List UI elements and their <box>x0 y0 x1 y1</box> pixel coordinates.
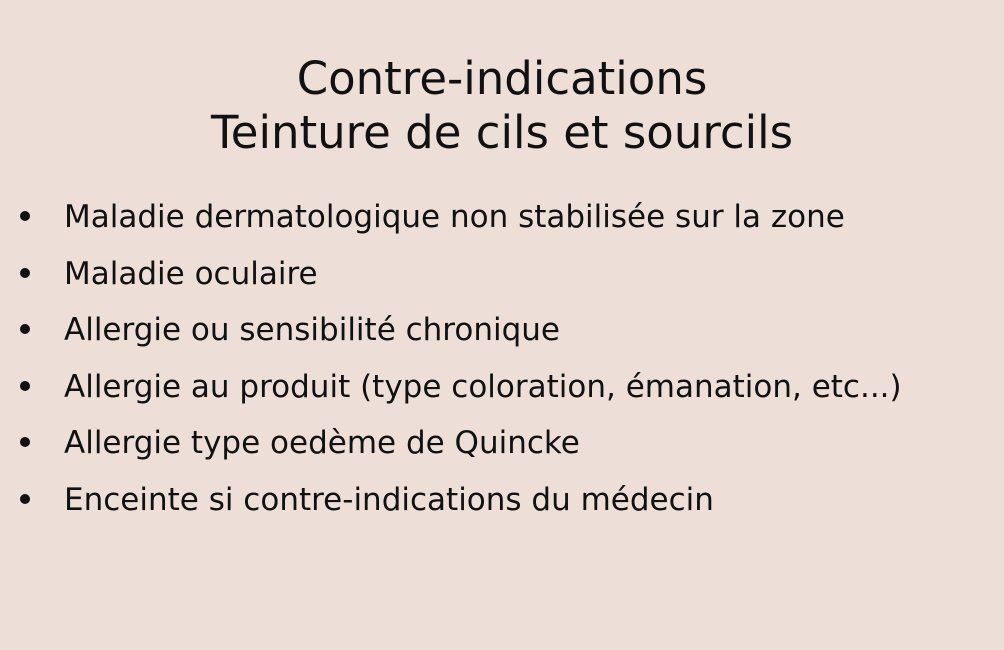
list-item-text: Allergie ou sensibilité chronique <box>64 312 560 348</box>
list-item <box>0 415 1004 472</box>
page-title <box>0 52 1004 160</box>
list-item <box>0 359 1004 416</box>
bullet-icon <box>20 494 30 504</box>
bullet-icon <box>20 324 30 334</box>
list-item-text: Maladie dermatologique non stabilisée sur la zone <box>64 199 845 235</box>
bullet-icon <box>20 437 30 447</box>
list-item-text: Enceinte si contre-indications du médecin <box>64 481 714 518</box>
list-item-text: Allergie au produit (type coloration, émanation, etc...) <box>64 368 902 405</box>
list-item <box>0 472 1004 529</box>
list-item <box>0 302 1004 359</box>
contraindications-list <box>0 189 1004 528</box>
title-line-1: Contre-indications <box>296 52 708 105</box>
bullet-icon <box>20 381 30 391</box>
bullet-icon <box>20 268 30 278</box>
list-item-text: Allergie type oedème de Quincke <box>64 425 580 461</box>
title-line-2: Teinture de cils et sourcils <box>210 106 794 159</box>
list-item-text: Maladie oculaire <box>64 255 318 292</box>
bullet-icon <box>20 211 30 221</box>
list-item <box>0 246 1004 303</box>
list-item <box>0 189 1004 246</box>
